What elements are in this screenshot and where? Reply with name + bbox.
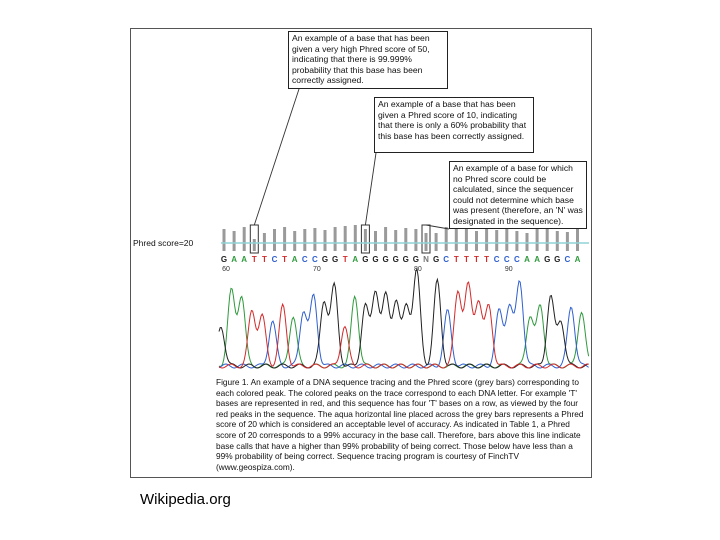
sequence-letter: N [423, 255, 429, 264]
phred-bar [223, 229, 226, 251]
sequence-letter: G [392, 255, 399, 264]
phred-bar [414, 229, 417, 251]
sequence-letter: T [282, 255, 288, 264]
position-numbers [222, 266, 513, 273]
position-number: 70 [313, 266, 321, 273]
sequence-letter: C [503, 255, 510, 264]
phred-bar [515, 231, 518, 251]
phred-score-label: Phred score=20 [133, 238, 194, 248]
phred-bar [253, 239, 256, 251]
phred-bar [243, 227, 246, 251]
sequence-letter: G [544, 255, 551, 264]
sequence-letter: G [382, 255, 389, 264]
sequence-letter: G [402, 255, 409, 264]
phred-bar [374, 231, 377, 251]
callout-pointer [365, 153, 376, 225]
phred-bar [445, 227, 448, 251]
phred-bar [364, 229, 367, 251]
chromatogram-trace [219, 269, 589, 368]
sequence-letter: G [432, 255, 440, 264]
phred-bar [303, 229, 306, 251]
sequence-letter: A [534, 255, 540, 264]
phred-bar [435, 233, 438, 251]
sequence-letter: G [220, 255, 228, 264]
sequence-letter: C [514, 255, 520, 264]
phred-bar [344, 226, 347, 251]
sequence-letter: C [443, 255, 450, 264]
phred-bar [233, 231, 236, 251]
sequence-letter: G [372, 255, 379, 264]
phred-bar [526, 233, 529, 251]
sequence-letter: G [362, 255, 369, 264]
sequence-letter: C [564, 255, 571, 264]
phred-bar [566, 232, 569, 251]
sequence-letter: T [342, 255, 348, 264]
sequence-letter: A [231, 255, 237, 264]
sequence-letter: C [493, 255, 500, 264]
phred-bar [293, 231, 296, 251]
position-number: 90 [504, 266, 513, 273]
sequence-letter: G [321, 255, 329, 264]
phred-bar [556, 231, 559, 251]
sequence-letter: T [463, 255, 469, 264]
phred-bar [354, 225, 357, 251]
phred-bar [404, 228, 407, 251]
phred-bar [384, 227, 387, 251]
phred-bar [394, 230, 397, 251]
phred-bar [425, 233, 428, 251]
trace-g [219, 269, 589, 368]
phred-bar [576, 228, 579, 251]
sequence-letter: G [331, 255, 339, 264]
phred-bar [313, 228, 316, 251]
phred-bar [495, 230, 498, 251]
phred-bar [465, 228, 468, 251]
sequence-letter: C [301, 255, 308, 264]
phred-bar [324, 230, 327, 251]
sequence-letter: A [524, 255, 530, 264]
callout-pointer [254, 89, 299, 225]
phred-bar [455, 229, 458, 251]
phred-bar [273, 229, 276, 251]
position-number: 60 [222, 266, 230, 273]
position-number: 80 [414, 266, 422, 273]
figure-panel [130, 28, 592, 478]
phred-bar [546, 227, 549, 251]
sequence-letter: C [271, 255, 278, 264]
sequence-letter: T [453, 255, 459, 264]
phred-bar [283, 227, 286, 251]
phred-bar [263, 233, 266, 251]
source-label: Wikipedia.org [140, 491, 231, 508]
callout-no-phred: An example of a base for which no Phred score could be calculated, since the sequencer could not determine which base was present (therefore, an 'N' was designated in the sequence). [449, 161, 587, 229]
callout-phred-50: An example of a base that has been given a very high Phred score of 50, indicating that there is 99.999% probability that this base has been correctly assigned. [288, 31, 448, 89]
phred-bar [334, 227, 337, 251]
trace-c [219, 281, 589, 368]
sequence-letter: G [412, 255, 420, 264]
callout-phred-10: An example of a base that has been given a Phred score of 10, indicating that there is only a 60% probability that this base has been correctly assigned. [374, 97, 534, 153]
sequence-letter: A [352, 255, 359, 264]
phred-bar [536, 229, 539, 251]
sequence-letter: T [484, 255, 490, 264]
sequence-letter: A [574, 255, 581, 264]
sequence-letter: G [554, 255, 561, 264]
sequence-letter: C [312, 255, 318, 264]
sequence-letter: T [474, 255, 479, 264]
sequence-letter: T [251, 255, 257, 264]
phred-bar [475, 231, 478, 251]
phred-bar [485, 229, 488, 251]
sequence-letter: T [261, 255, 267, 264]
phred-bar [505, 227, 508, 251]
sequence-letter: A [241, 255, 248, 264]
figure-caption: Figure 1. An example of a DNA sequence tracing and the Phred score (grey bars) corresponding to each colored peak. The colored peaks on the trace correspond to each DNA letter. For example 'T' bases are represented in red, and this sequence has four 'T' bases on a row, as viewed by the four red peaks in the sequence. The aqua horizontal line placed across the grey bars represents a Phred score of 20 which is considered an acceptable level of accuracy. As indicated in Table 1, a Phred score of 20 corresponds to a 99% accuracy in the base call. Therefore, bars above this line indicate base calls that have a higher than 99% probability of being correct. Those below have less than a 99% probability of being correct. Sequence tracing program is courtesy of FinchTV (www.geospiza.com). [216, 377, 584, 472]
phred-bars [223, 225, 580, 253]
sequence-letter: A [291, 255, 298, 264]
sequence-letters [221, 255, 581, 264]
